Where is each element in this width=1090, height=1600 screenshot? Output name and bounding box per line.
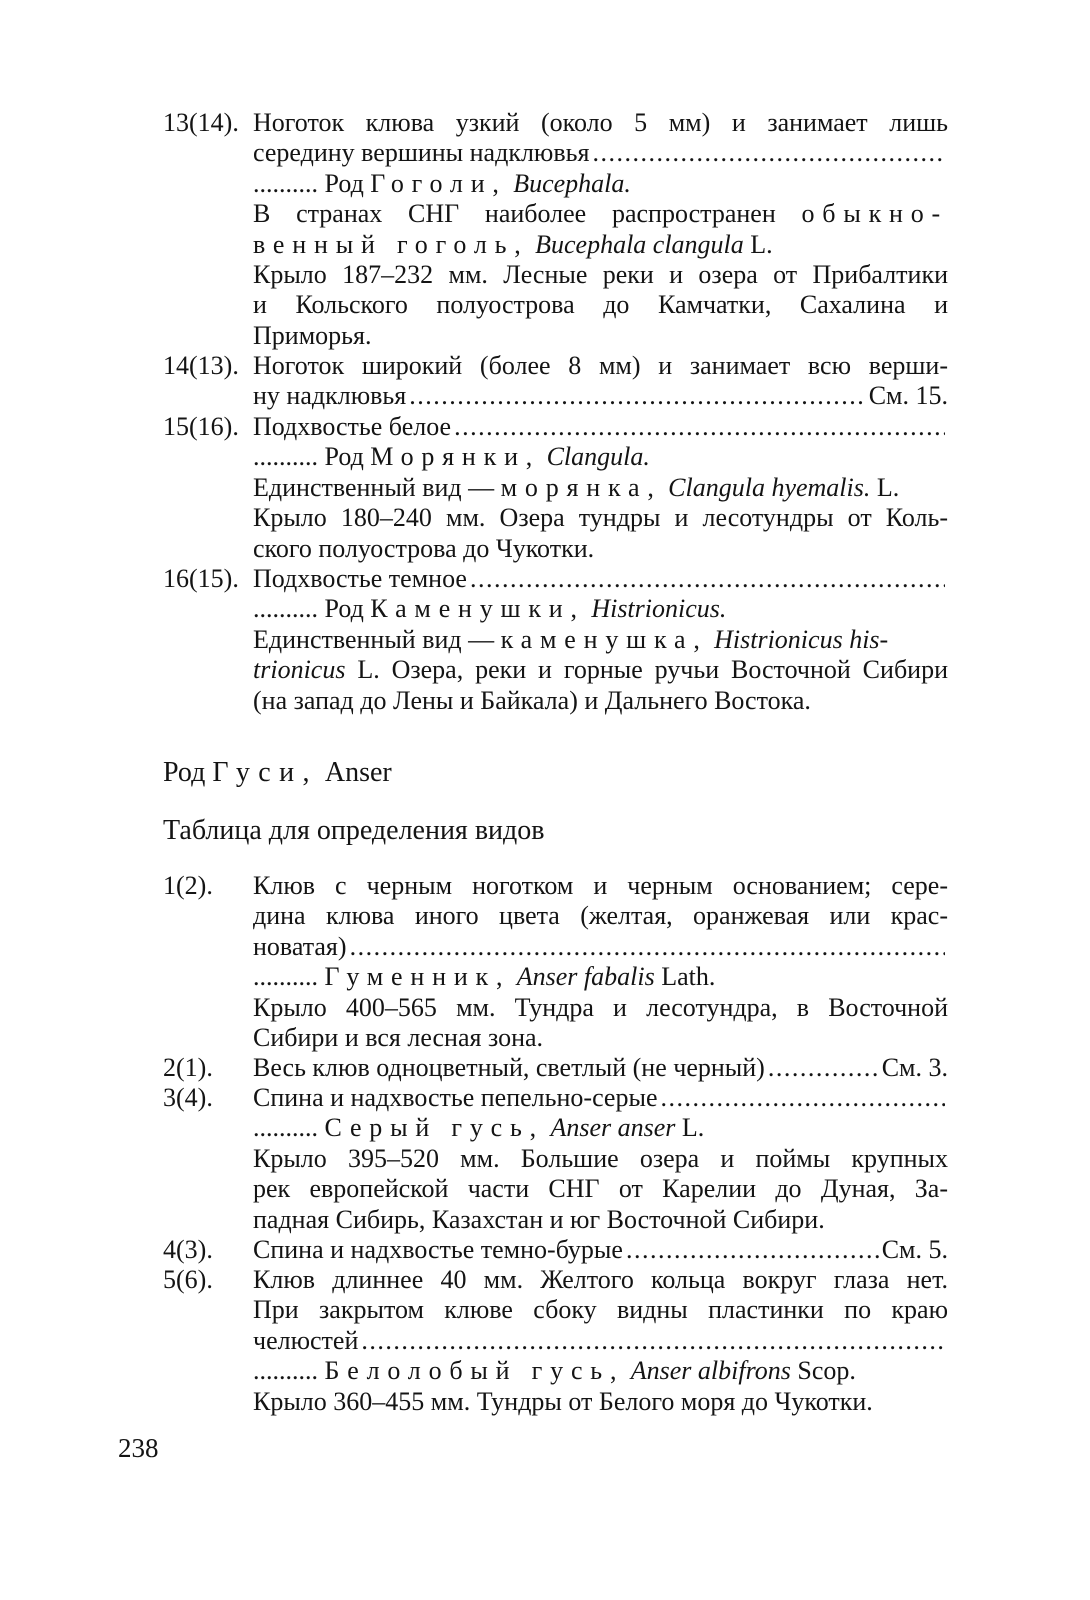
entry-text-line: Приморья. bbox=[253, 320, 372, 350]
entry-text: Спина и надхвостье темно-бурые bbox=[253, 1235, 623, 1264]
dot-leader: .......... bbox=[253, 1113, 318, 1143]
species-latin: Anser albifrons bbox=[630, 1356, 791, 1386]
species-name: каменушка, bbox=[500, 624, 708, 654]
entry-text: челюстей bbox=[253, 1325, 359, 1355]
entry-text-line: дина клюва иного цвета (желтая, оранжевая или крас- bbox=[253, 901, 948, 931]
cross-reference: См. 5. bbox=[881, 1235, 948, 1264]
entry-text: L. Озера, реки и горные ручьи Восточной Сибири bbox=[357, 655, 948, 685]
entry-text-line: Ноготок клюва узкий (около 5 мм) и занимает лишь bbox=[253, 108, 948, 137]
species-name: обыкно- bbox=[801, 199, 948, 229]
genus-word: Род bbox=[324, 168, 364, 198]
dot-leader bbox=[409, 381, 865, 411]
entry-text-line bbox=[253, 412, 948, 442]
entry-text: Весь клюв одноцветный, светлый (не черный) bbox=[253, 1053, 765, 1082]
genus-latin: Histrionicus. bbox=[591, 594, 727, 624]
entry-text-line: Крыло 395–520 мм. Большие озера и поймы крупных bbox=[253, 1143, 948, 1173]
entry-number: 13(14). bbox=[163, 108, 239, 137]
entry-text-line bbox=[253, 655, 948, 685]
entry-text-line bbox=[253, 199, 948, 229]
dot-leader: .......... bbox=[253, 1356, 318, 1386]
genus-heading bbox=[163, 757, 392, 789]
entry-text: Единственный вид — bbox=[253, 624, 495, 654]
key-entry-15 bbox=[163, 412, 948, 564]
genus-heading-name: Гуси, bbox=[212, 757, 318, 788]
species-name: венный гоголь, bbox=[253, 229, 529, 259]
key-entry-4 bbox=[163, 1235, 948, 1265]
species-author: L. bbox=[681, 1113, 705, 1143]
cross-reference: См. 15. bbox=[868, 381, 948, 411]
entry-number: 1(2). bbox=[163, 871, 213, 900]
genus-name: Каменушки, bbox=[370, 594, 585, 624]
entry-text: Подхвостье белое bbox=[253, 412, 452, 441]
genus-name: Гоголи, bbox=[370, 168, 507, 198]
species-name: Белолобый гусь, bbox=[324, 1356, 625, 1386]
key-entry-14 bbox=[163, 351, 948, 412]
entry-text-line: рек европейской части СНГ от Карелии до Дуная, За- bbox=[253, 1174, 948, 1204]
entry-number: 3(4). bbox=[163, 1083, 213, 1112]
key-entry-2 bbox=[163, 1053, 948, 1083]
genus-name: Морянки, bbox=[370, 442, 541, 472]
entry-text-line: Крыло 400–565 мм. Тундра и лесотундра, в Восточной bbox=[253, 992, 948, 1022]
dot-leader bbox=[454, 412, 945, 442]
entry-text-line: Крыло 187–232 мм. Лесные реки и озера от Прибалтики bbox=[253, 259, 948, 289]
entry-number: 4(3). bbox=[163, 1235, 213, 1264]
key-entry-3 bbox=[163, 1083, 948, 1235]
entry-text-line: Ноготок широкий (более 8 мм) и занимает всю верши- bbox=[253, 351, 948, 380]
entry-text: ну надклювья bbox=[253, 381, 407, 411]
species-latin: Anser anser bbox=[550, 1113, 676, 1143]
page-number: 238 bbox=[118, 1433, 159, 1463]
genus-line bbox=[253, 169, 948, 199]
species-name: Серый гусь, bbox=[324, 1113, 544, 1143]
species-latin: Bucephala clangula bbox=[535, 229, 744, 259]
dot-leader: .......... bbox=[253, 442, 318, 472]
species-latin: Anser fabalis bbox=[516, 962, 655, 992]
species-author: L. bbox=[876, 472, 900, 502]
entry-text-line bbox=[253, 1053, 948, 1083]
species-line bbox=[253, 1113, 948, 1143]
entry-text-line: При закрытом клюве сбоку видны пластинки по краю bbox=[253, 1295, 948, 1325]
entry-text: В странах СНГ наиболее распространен bbox=[253, 199, 776, 229]
dot-leader bbox=[470, 564, 945, 594]
entry-text-line bbox=[253, 932, 948, 962]
key-entry-13 bbox=[163, 108, 948, 351]
entry-text-line bbox=[253, 473, 948, 503]
entry-text-line: и Кольского полуострова до Камчатки, Сахалина и bbox=[253, 290, 948, 320]
entry-text-line bbox=[253, 138, 948, 168]
species-latin: Clangula hyemalis. bbox=[668, 472, 871, 502]
key-entry-5 bbox=[163, 1265, 948, 1417]
entry-text: Подхвостье темное bbox=[253, 564, 467, 593]
cross-reference: См. 3. bbox=[881, 1053, 948, 1082]
entry-text-line: Крыло 180–240 мм. Озера тундры и лесотундры от Коль- bbox=[253, 503, 948, 533]
entry-text: Спина и надхвостье пепельно-серые bbox=[253, 1083, 658, 1112]
dot-leader: .......... bbox=[253, 168, 318, 198]
dot-leader bbox=[592, 138, 945, 168]
entry-text: Единственный вид — bbox=[253, 472, 495, 502]
entry-number: 14(13). bbox=[163, 351, 239, 380]
species-author: Lath. bbox=[661, 962, 716, 992]
genus-line bbox=[253, 442, 948, 472]
entry-text-line: Клюв с черным ноготком и черным основанием; сере- bbox=[253, 871, 948, 900]
species-name: Гуменник, bbox=[324, 962, 511, 992]
genus-line bbox=[253, 594, 948, 624]
genus-latin: Bucephala. bbox=[513, 168, 631, 198]
entry-text-line bbox=[253, 1235, 948, 1265]
entry-text-line: (на запад до Лены и Байкала) и Дальнего Востока. bbox=[253, 685, 811, 715]
dot-leader bbox=[661, 1083, 946, 1113]
dot-leader: .......... bbox=[253, 594, 318, 624]
species-line bbox=[253, 962, 948, 992]
entry-text-line bbox=[253, 625, 948, 655]
genus-word: Род bbox=[324, 442, 364, 472]
species-latin: Histrionicus his- bbox=[714, 624, 889, 654]
key-entry-1 bbox=[163, 871, 948, 1053]
genus-heading-word: Род bbox=[163, 757, 206, 788]
entry-number: 16(15). bbox=[163, 564, 239, 593]
entry-text-line: падная Сибирь, Казахстан и юг Восточной Сибири. bbox=[253, 1204, 825, 1234]
species-line bbox=[253, 1356, 948, 1386]
entry-text-line bbox=[253, 381, 948, 411]
entry-text-line: ского полуострова до Чукотки. bbox=[253, 533, 595, 563]
entry-text-line: Клюв длиннее 40 мм. Желтого кольца вокруг глаза нет. bbox=[253, 1265, 948, 1294]
species-author: Scop. bbox=[797, 1356, 856, 1386]
table-heading: Таблица для определения видов bbox=[163, 815, 545, 846]
entry-text: середину вершины надклювья bbox=[253, 138, 590, 168]
entry-text-line bbox=[253, 1326, 948, 1356]
species-latin: trionicus bbox=[253, 655, 346, 685]
entry-text-line bbox=[253, 230, 948, 260]
genus-latin: Clangula. bbox=[546, 442, 650, 472]
entry-number: 5(6). bbox=[163, 1265, 213, 1294]
entry-text-line: Крыло 360–455 мм. Тундры от Белого моря до Чукотки. bbox=[253, 1386, 873, 1416]
key-entry-16 bbox=[163, 564, 948, 716]
dot-leader: .......... bbox=[253, 962, 318, 992]
entry-number: 2(1). bbox=[163, 1053, 213, 1082]
species-author: L. bbox=[750, 229, 773, 259]
species-name: морянка, bbox=[500, 472, 662, 502]
genus-word: Род bbox=[324, 594, 364, 624]
dot-leader bbox=[361, 1326, 945, 1356]
dot-leader bbox=[768, 1053, 879, 1083]
entry-number: 15(16). bbox=[163, 412, 239, 441]
entry-text-line bbox=[253, 564, 948, 594]
dot-leader bbox=[350, 932, 945, 962]
entry-text: новатая) bbox=[253, 931, 347, 961]
genus-heading-latin: Anser bbox=[324, 757, 392, 788]
dot-leader bbox=[626, 1235, 879, 1265]
entry-text-line: Сибири и вся лесная зона. bbox=[253, 1022, 544, 1052]
entry-text-line bbox=[253, 1083, 948, 1113]
